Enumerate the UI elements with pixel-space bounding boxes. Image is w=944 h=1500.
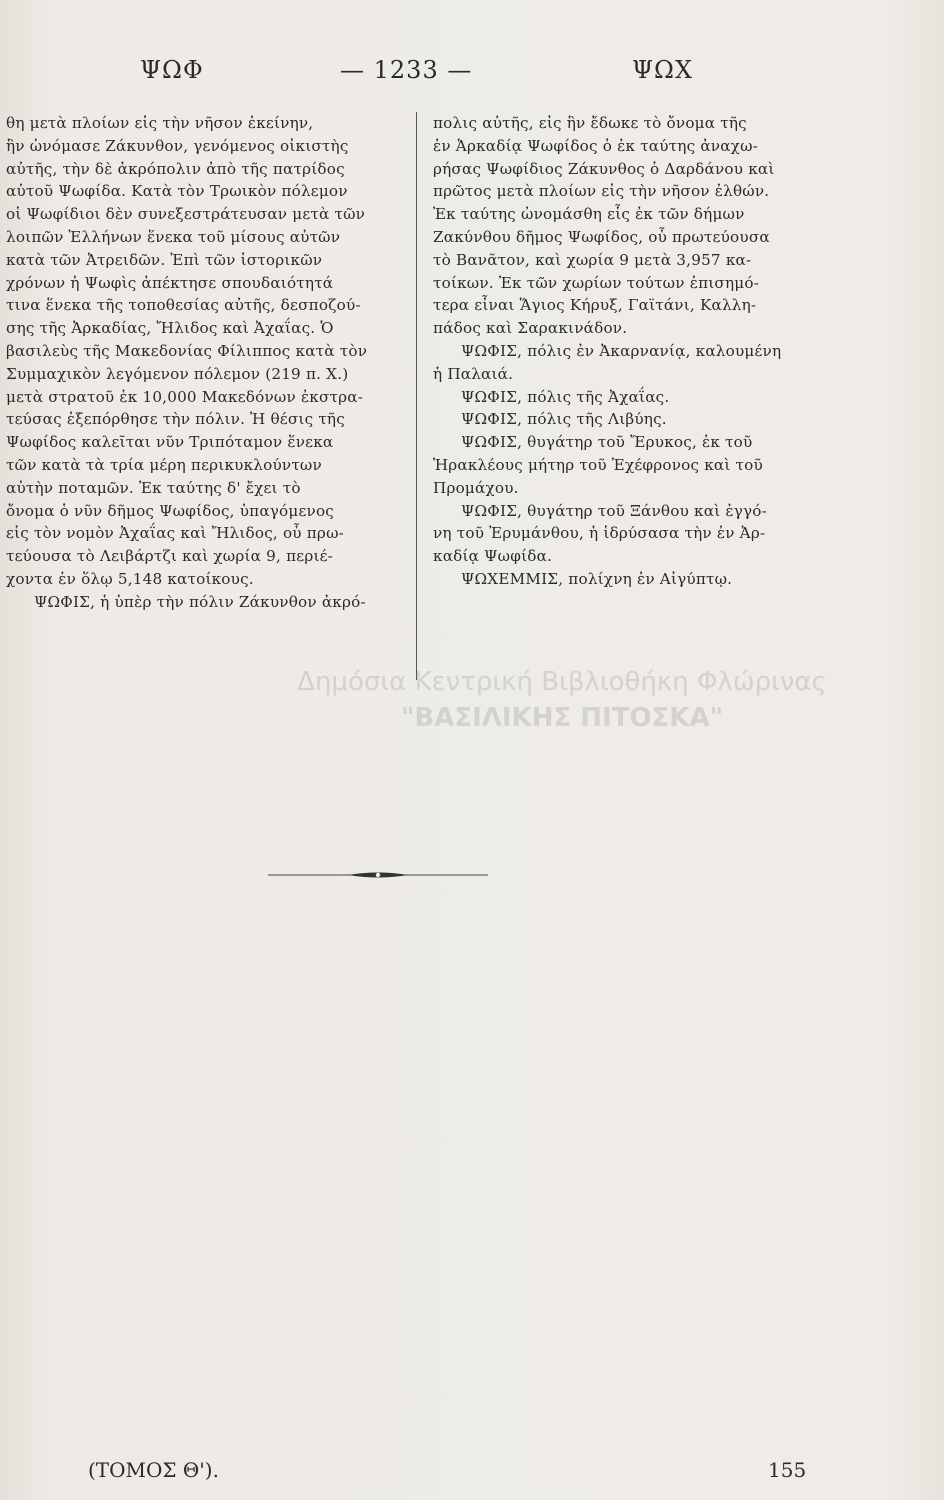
entry-heading-line: ΨΩΧΕΜΜΙΣ, πολίχνη ἐν Αἰγύπτῳ. — [461, 569, 733, 588]
text-line: Συμμαχικὸν λεγόμενον πόλεμον (219 π. Χ.) — [6, 364, 349, 383]
text-line: λοιπῶν Ἑλλήνων ἕνεκα τοῦ μίσους αὐτῶν — [6, 227, 341, 246]
text-line: αὐτοῦ Ψωφίδα. Κατὰ τὸν Τρωικὸν πόλεμον — [6, 182, 348, 201]
text-line: ρήσας Ψωφίδιος Ζάκυνθος ὁ Δαρδάνου καὶ — [433, 159, 775, 178]
text-line: τερα εἶναι Ἅγιος Κήρυξ, Γαϊτάνι, Καλλη- — [433, 296, 757, 315]
page-number: — 1233 — — [340, 56, 473, 84]
text-line: τῶν κατὰ τὰ τρία μέρη περικυκλούντων — [6, 455, 322, 474]
entry-heading-line: ΨΩΦΙΣ, θυγάτηρ τοῦ Ξάνθου καὶ ἐγγό- — [461, 501, 767, 520]
text-line: οἱ Ψωφίδιοι δὲν συνεξεστράτευσαν μετὰ τῶν — [6, 205, 366, 224]
running-head — [0, 56, 944, 96]
text-line: Ζακύνθου δῆμος Ψωφίδος, οὗ πρωτεύουσα — [433, 227, 770, 246]
right-text-column — [433, 112, 835, 591]
text-line: τεύουσα τὸ Λειβάρτζι καὶ χωρία 9, περιέ- — [6, 547, 334, 566]
text-line: Ἐκ ταύτης ὠνομάσθη εἷς ἐκ τῶν δήμων — [433, 205, 745, 224]
text-line: τοίκων. Ἐκ τῶν χωρίων τούτων ἐπισημό- — [433, 273, 760, 292]
text-line: θη μετὰ πλοίων εἰς τὴν νῆσον ἐκείνην, — [6, 114, 314, 132]
text-line: τινα ἕνεκα τῆς τοποθεσίας αὐτῆς, δεσποζού- — [6, 296, 361, 315]
entry-heading-line: ΨΩΦΙΣ, ἡ ὑπὲρ τὴν πόλιν Ζάκυνθον ἀκρό- — [34, 592, 366, 611]
text-line: πάδος καὶ Σαρακινάδον. — [433, 319, 628, 338]
text-line: Ψωφίδος καλεῖται νῦν Τριπόταμον ἕνεκα — [6, 433, 334, 452]
text-line: χρόνων ἡ Ψωφὶς ἀπέκτησε σπουδαιότητά — [6, 273, 334, 292]
entry-heading-line: ΨΩΦΙΣ, πόλις τῆς Ἀχαΐας. — [461, 387, 670, 406]
text-line: χοντα ἐν ὅλῳ 5,148 κατοίκους. — [6, 569, 254, 588]
text-line: πολις αὐτῆς, εἰς ἣν ἔδωκε τὸ ὄνομα τῆς — [433, 114, 747, 132]
left-text-column — [6, 112, 406, 614]
signature-number: 155 — [768, 1458, 807, 1482]
watermark-line-1: Δημόσια Κεντρική Βιβλιοθήκη Φλώρινας — [297, 667, 827, 697]
text-line: Ἡρακλέους μήτηρ τοῦ Ἐχέφρονος καὶ τοῦ — [433, 455, 763, 474]
text-line: κατὰ τῶν Ἀτρειδῶν. Ἐπὶ τῶν ἱστορικῶν — [6, 250, 323, 269]
text-line: εἰς τὸν νομὸν Ἀχαΐας καὶ Ἤλιδος, οὗ πρω- — [6, 524, 344, 543]
text-line: ἐν Ἀρκαδίᾳ Ψωφίδος ὁ ἐκ ταύτης ἀναχω- — [433, 136, 758, 155]
entry-heading-line: ΨΩΦΙΣ, θυγάτηρ τοῦ Ἔρυκος, ἐκ τοῦ — [461, 433, 753, 452]
header-left-guideword: ΨΩΦ — [140, 56, 204, 84]
text-line: ἡ Παλαιά. — [433, 364, 514, 383]
text-line: τὸ Βανᾶτον, καὶ χωρία 9 μετὰ 3,957 κα- — [433, 250, 752, 269]
watermark-line-2: "ΒΑΣΙΛΙΚΗΣ ΠΙΤΟΣΚΑ" — [400, 703, 724, 733]
text-line: νη τοῦ Ἐρυμάνθου, ἡ ἱδρύσασα τὴν ἐν Ἀρ- — [433, 524, 766, 543]
ornamental-rule — [268, 870, 488, 880]
entry-heading-line: ΨΩΦΙΣ, πόλις τῆς Λιβύης. — [461, 410, 667, 429]
entry-heading-line: ΨΩΦΙΣ, πόλις ἐν Ἀκαρνανίᾳ, καλουμένη — [461, 341, 782, 360]
text-line: ἣν ὠνόμασε Ζάκυνθον, γενόμενος οἰκιστὴς — [6, 136, 349, 155]
text-line: ὄνομα ὁ νῦν δῆμος Ψωφίδος, ὑπαγόμενος — [6, 501, 335, 520]
column-divider — [416, 112, 417, 680]
header-right-guideword: ΨΩΧ — [632, 56, 694, 84]
text-line: σης τῆς Ἀρκαδίας, Ἤλιδος καὶ Ἀχαΐας. Ὁ — [6, 319, 334, 338]
text-line: τεύσας ἐξεπόρθησε τὴν πόλιν. Ἡ θέσις τῆς — [6, 410, 345, 429]
text-line: αὐτῆς, τὴν δὲ ἀκρόπολιν ἀπὸ τῆς πατρίδος — [6, 159, 345, 178]
text-line: Προμάχου. — [433, 478, 519, 497]
volume-label: (ΤΟΜΟΣ Θ'). — [88, 1458, 219, 1482]
text-line: πρῶτος μετὰ πλοίων εἰς τὴν νῆσον ἐλθών. — [433, 182, 770, 201]
text-line: μετὰ στρατοῦ ἐκ 10,000 Μακεδόνων ἐκστρα- — [6, 387, 364, 406]
text-line: καδίᾳ Ψωφίδα. — [433, 547, 553, 566]
text-line: αὐτὴν ποταμῶν. Ἐκ ταύτης δ' ἔχει τὸ — [6, 478, 301, 497]
text-line: βασιλεὺς τῆς Μακεδονίας Φίλιππος κατὰ τὸν — [6, 341, 368, 360]
library-watermark — [212, 664, 912, 736]
